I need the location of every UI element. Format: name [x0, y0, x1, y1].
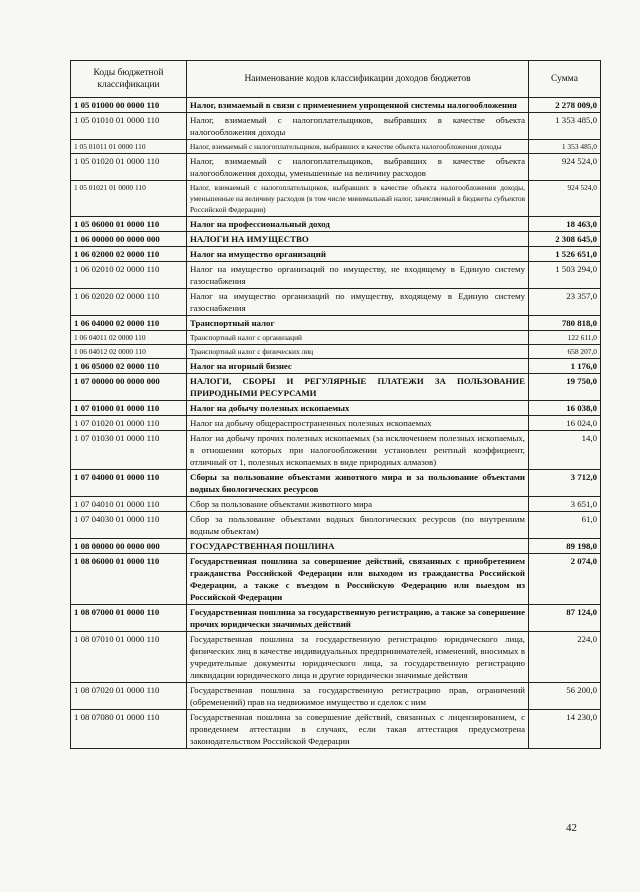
- table-row: [71, 554, 601, 605]
- table-row: [71, 683, 601, 710]
- revenue-name-cell: НАЛОГИ, СБОРЫ И РЕГУЛЯРНЫЕ ПЛАТЕЖИ ЗА ПОЛЬЗОВАНИЕ ПРИРОДНЫМИ РЕСУРСАМИ: [187, 374, 529, 401]
- amount-cell: 2 278 009,0: [529, 98, 601, 113]
- table-row: [71, 113, 601, 140]
- table-row: [71, 181, 601, 217]
- revenue-name-cell: Сбор за пользование объектами животного мира: [187, 497, 529, 512]
- table-row: [71, 359, 601, 374]
- amount-cell: 2 074,0: [529, 554, 601, 605]
- amount-cell: 924 524,0: [529, 181, 601, 217]
- amount-cell: 1 176,0: [529, 359, 601, 374]
- budget-code-cell: 1 05 01020 01 0000 110: [71, 154, 187, 181]
- budget-code-cell: 1 06 04012 02 0000 110: [71, 345, 187, 359]
- budget-code-cell: 1 06 05000 02 0000 110: [71, 359, 187, 374]
- revenue-name-cell: НАЛОГИ НА ИМУЩЕСТВО: [187, 232, 529, 247]
- revenue-name-cell: Налог на добычу полезных ископаемых: [187, 401, 529, 416]
- revenue-name-cell: Налог на профессиональный доход: [187, 217, 529, 232]
- budget-code-cell: 1 08 07000 01 0000 110: [71, 605, 187, 632]
- table-row: [71, 374, 601, 401]
- revenue-name-cell: Государственная пошлина за государственную регистрацию, а также за совершение прочих юридически значимых действий: [187, 605, 529, 632]
- revenue-name-cell: Налог на имущество организаций по имуществу, входящему в Единую систему газоснабжения: [187, 289, 529, 316]
- amount-cell: 1 526 651,0: [529, 247, 601, 262]
- revenue-name-cell: Налог на имущество организаций: [187, 247, 529, 262]
- table-row: [71, 632, 601, 683]
- amount-cell: 16 038,0: [529, 401, 601, 416]
- revenue-name-cell: Государственная пошлина за совершение действий, связанных с лицензированием, с проведением аттестации в случаях, если такая аттестация предусмотрена законодательством Российской Федерации: [187, 710, 529, 749]
- budget-code-cell: 1 07 01000 01 0000 110: [71, 401, 187, 416]
- budget-code-cell: 1 06 00000 00 0000 000: [71, 232, 187, 247]
- amount-cell: 16 024,0: [529, 416, 601, 431]
- amount-cell: 14,0: [529, 431, 601, 470]
- revenue-name-cell: ГОСУДАРСТВЕННАЯ ПОШЛИНА: [187, 539, 529, 554]
- budget-code-cell: 1 08 00000 00 0000 000: [71, 539, 187, 554]
- header-code: Коды бюджетной классификации: [71, 61, 187, 98]
- budget-code-cell: 1 08 07080 01 0000 110: [71, 710, 187, 749]
- revenue-name-cell: Сбор за пользование объектами водных биологических ресурсов (по внутренним водным объектам): [187, 512, 529, 539]
- budget-code-cell: 1 07 01030 01 0000 110: [71, 431, 187, 470]
- amount-cell: 1 353 485,0: [529, 113, 601, 140]
- table-row: [71, 289, 601, 316]
- table-row: [71, 416, 601, 431]
- table-row: [71, 140, 601, 154]
- revenue-name-cell: Транспортный налог с физических лиц: [187, 345, 529, 359]
- table-header-row: [71, 61, 601, 98]
- amount-cell: 2 308 645,0: [529, 232, 601, 247]
- budget-code-cell: 1 08 07010 01 0000 110: [71, 632, 187, 683]
- amount-cell: 1 353 485,0: [529, 140, 601, 154]
- amount-cell: 924 524,0: [529, 154, 601, 181]
- budget-code-cell: 1 05 01021 01 0000 110: [71, 181, 187, 217]
- budget-code-cell: 1 08 07020 01 0000 110: [71, 683, 187, 710]
- revenue-name-cell: Транспортный налог: [187, 316, 529, 331]
- table-row: [71, 232, 601, 247]
- budget-code-cell: 1 06 02020 02 0000 110: [71, 289, 187, 316]
- header-sum: Сумма: [529, 61, 601, 98]
- budget-code-cell: 1 07 04030 01 0000 110: [71, 512, 187, 539]
- revenue-name-cell: Государственная пошлина за государственную регистрацию прав, ограничений (обременений) прав на недвижимое имущество и сделок с ним: [187, 683, 529, 710]
- revenue-name-cell: Сборы за пользование объектами животного мира и за пользование объектами водных биологических ресурсов: [187, 470, 529, 497]
- revenue-name-cell: Налог, взимаемый с налогоплательщиков, выбравших в качестве объекта налогообложения доходы, уменьшенные на величину расходов (в том числе минимальный налог, зачисляемый в бюджеты субъектов Российской Федерации): [187, 181, 529, 217]
- amount-cell: 3 651,0: [529, 497, 601, 512]
- table-row: [71, 605, 601, 632]
- table-row: [71, 431, 601, 470]
- header-name: Наименование кодов классификации доходов бюджетов: [187, 61, 529, 98]
- budget-code-cell: 1 05 06000 01 0000 110: [71, 217, 187, 232]
- amount-cell: 87 124,0: [529, 605, 601, 632]
- budget-code-cell: 1 05 01000 00 0000 110: [71, 98, 187, 113]
- amount-cell: 3 712,0: [529, 470, 601, 497]
- revenue-name-cell: Налог, взимаемый в связи с применением упрощенной системы налогообложения: [187, 98, 529, 113]
- revenue-name-cell: Налог, взимаемый с налогоплательщиков, выбравших в качестве объекта налогообложения доходы: [187, 113, 529, 140]
- revenue-name-cell: Транспортный налог с организаций: [187, 331, 529, 345]
- budget-code-cell: 1 08 06000 01 0000 110: [71, 554, 187, 605]
- amount-cell: 61,0: [529, 512, 601, 539]
- table-row: [71, 331, 601, 345]
- revenue-name-cell: Налог на добычу общераспространенных полезных ископаемых: [187, 416, 529, 431]
- revenue-name-cell: Государственная пошлина за государственную регистрацию юридического лица, физических лиц в качестве индивидуальных предпринимателей, изменений, вносимых в учредительные документы юридического лица, за государственную регистрацию ликвидации юридического лица и другие юридически значимые действия: [187, 632, 529, 683]
- revenue-name-cell: Государственная пошлина за совершение действий, связанных с приобретением гражданства Российской Федерации или выходом из гражданства Российской Федерации, а также с въездом в Российскую Федерацию или выездом из Российской Федерации: [187, 554, 529, 605]
- table-row: [71, 345, 601, 359]
- table-row: [71, 247, 601, 262]
- page-number: 42: [566, 822, 577, 834]
- amount-cell: 18 463,0: [529, 217, 601, 232]
- budget-code-cell: 1 07 04000 01 0000 110: [71, 470, 187, 497]
- amount-cell: 658 207,0: [529, 345, 601, 359]
- table-row: [71, 710, 601, 749]
- budget-code-cell: 1 07 04010 01 0000 110: [71, 497, 187, 512]
- amount-cell: 56 200,0: [529, 683, 601, 710]
- table-row: [71, 262, 601, 289]
- budget-code-cell: 1 06 04000 02 0000 110: [71, 316, 187, 331]
- table-row: [71, 217, 601, 232]
- table-row: [71, 512, 601, 539]
- revenue-name-cell: Налог, взимаемый с налогоплательщиков, выбравших в качестве объекта налогообложения доходы: [187, 140, 529, 154]
- table-row: [71, 539, 601, 554]
- budget-revenue-table: [70, 60, 601, 749]
- budget-code-cell: 1 07 01020 01 0000 110: [71, 416, 187, 431]
- amount-cell: 23 357,0: [529, 289, 601, 316]
- budget-code-cell: 1 05 01011 01 0000 110: [71, 140, 187, 154]
- amount-cell: 89 198,0: [529, 539, 601, 554]
- table-row: [71, 497, 601, 512]
- table-row: [71, 98, 601, 113]
- table-row: [71, 316, 601, 331]
- budget-code-cell: 1 06 02000 02 0000 110: [71, 247, 187, 262]
- budget-code-cell: 1 07 00000 00 0000 000: [71, 374, 187, 401]
- amount-cell: 14 230,0: [529, 710, 601, 749]
- table-row: [71, 401, 601, 416]
- table-body: [71, 98, 601, 749]
- revenue-name-cell: Налог на добычу прочих полезных ископаемых (за исключением полезных ископаемых, в отношении которых при налогообложении установлен рентный коэффициент, отличный от 1, полезных ископаемых в виде природных алмазов): [187, 431, 529, 470]
- revenue-name-cell: Налог, взимаемый с налогоплательщиков, выбравших в качестве объекта налогообложения доходы, уменьшенные на величину расходов: [187, 154, 529, 181]
- amount-cell: 780 818,0: [529, 316, 601, 331]
- budget-code-cell: 1 06 04011 02 0000 110: [71, 331, 187, 345]
- budget-code-cell: 1 05 01010 01 0000 110: [71, 113, 187, 140]
- budget-code-cell: 1 06 02010 02 0000 110: [71, 262, 187, 289]
- amount-cell: 122 611,0: [529, 331, 601, 345]
- revenue-name-cell: Налог на игорный бизнес: [187, 359, 529, 374]
- amount-cell: 19 750,0: [529, 374, 601, 401]
- table-row: [71, 154, 601, 181]
- amount-cell: 224,0: [529, 632, 601, 683]
- table-row: [71, 470, 601, 497]
- amount-cell: 1 503 294,0: [529, 262, 601, 289]
- revenue-name-cell: Налог на имущество организаций по имуществу, не входящему в Единую систему газоснабжения: [187, 262, 529, 289]
